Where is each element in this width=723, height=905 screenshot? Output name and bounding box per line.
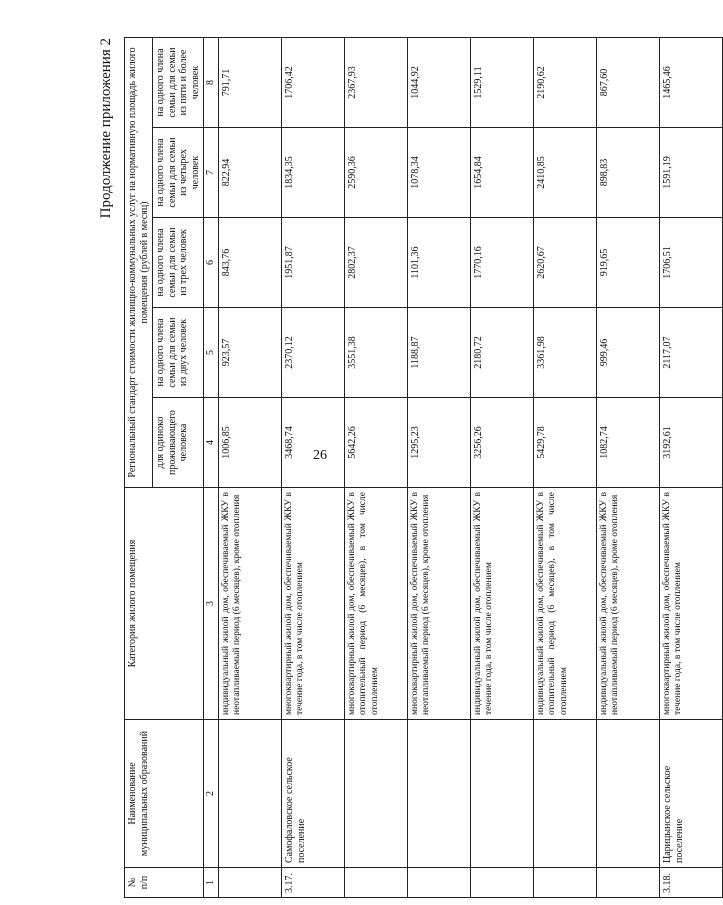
row-municipality	[408, 720, 471, 868]
rotated-page	[88, 38, 685, 898]
row-value: 2590,36	[345, 128, 408, 218]
row-value: 3192,61	[660, 398, 723, 488]
row-value: 791,71	[219, 37, 282, 127]
column-number: 2	[204, 720, 219, 868]
row-value: 1295,23	[408, 398, 471, 488]
row-num	[219, 868, 282, 898]
row-value: 2367,93	[345, 37, 408, 127]
row-value: 923,57	[219, 308, 282, 398]
header-num: № п/п	[125, 868, 204, 898]
table-row	[471, 37, 534, 897]
row-value: 3468,74	[282, 398, 345, 488]
row-municipality	[534, 720, 597, 868]
table-row	[219, 37, 282, 897]
row-value: 1006,85	[219, 398, 282, 488]
row-value: 2802,37	[345, 218, 408, 308]
header-municipality: Наименование муниципальных образований	[125, 720, 204, 868]
row-municipality: Самофаловское сельское поселение	[282, 720, 345, 868]
row-value: 1951,87	[282, 218, 345, 308]
row-value: 3361,98	[534, 308, 597, 398]
row-value: 5642,26	[345, 398, 408, 488]
column-number: 6	[204, 218, 219, 308]
table-row	[534, 37, 597, 897]
row-value: 1044,92	[408, 37, 471, 127]
row-municipality	[345, 720, 408, 868]
row-num: 3.18.	[660, 868, 723, 898]
row-category: многоквартирный жилой дом, обеспечиваемый ЖКУ в неотапливаемый период (6 месяцев), кроме отопления	[408, 488, 471, 720]
header-category: Категория жилого помещения	[125, 488, 204, 720]
row-category: индивидуальный жилой дом, обеспечиваемый ЖКУ в неотапливаемый период (6 месяцев), кроме отопления	[219, 488, 282, 720]
header-regional-standard: Региональный стандарт стоимости жилищно-коммунальных услуг на нормативную площадь жилого помещения (рублей в месяц)	[125, 37, 153, 487]
row-value: 1770,16	[471, 218, 534, 308]
row-num	[534, 868, 597, 898]
column-number-row	[204, 37, 219, 897]
standards-table	[124, 37, 723, 898]
row-category: многоквартирный жилой дом, обеспечиваемый ЖКУ в отопительный период (6 месяцев), в том числе отоплением	[345, 488, 408, 720]
row-value: 1465,46	[660, 37, 723, 127]
column-number: 4	[204, 398, 219, 488]
row-value: 2190,62	[534, 37, 597, 127]
row-value: 2620,67	[534, 218, 597, 308]
row-category: многоквартирный жилой дом, обеспечиваемый ЖКУ в течение года, в том числе отоплением	[282, 488, 345, 720]
row-value: 822,94	[219, 128, 282, 218]
row-value: 2180,72	[471, 308, 534, 398]
row-num	[597, 868, 660, 898]
row-value: 2370,12	[282, 308, 345, 398]
column-number: 5	[204, 308, 219, 398]
column-number: 7	[204, 128, 219, 218]
row-value: 1188,87	[408, 308, 471, 398]
row-value: 2117,07	[660, 308, 723, 398]
table-row	[408, 37, 471, 897]
row-value: 1706,42	[282, 37, 345, 127]
column-number: 8	[204, 37, 219, 127]
row-num	[408, 868, 471, 898]
row-municipality	[219, 720, 282, 868]
row-value: 2410,85	[534, 128, 597, 218]
table-row	[660, 37, 723, 897]
row-value: 1082,74	[597, 398, 660, 488]
row-value: 1101,36	[408, 218, 471, 308]
row-value: 867,60	[597, 37, 660, 127]
header-sub: на одного члена семьи для семьи из четырех человек	[153, 128, 204, 218]
row-value: 1654,84	[471, 128, 534, 218]
table-row	[597, 37, 660, 897]
row-value: 1529,11	[471, 37, 534, 127]
table-row	[345, 37, 408, 897]
row-value: 3256,26	[471, 398, 534, 488]
row-municipality	[471, 720, 534, 868]
row-value: 898,83	[597, 128, 660, 218]
row-value: 1591,19	[660, 128, 723, 218]
row-category: индивидуальный жилой дом, обеспечиваемый ЖКУ в течение года, в том числе отоплением	[471, 488, 534, 720]
row-num	[345, 868, 408, 898]
page-number: 26	[313, 448, 327, 463]
row-value: 1834,35	[282, 128, 345, 218]
header-sub: на одного члена семьи для семьи из двух человек	[153, 308, 204, 398]
row-municipality	[597, 720, 660, 868]
header-sub: для одиноко проживающего человека	[153, 398, 204, 488]
row-municipality: Царицынское сельское поселение	[660, 720, 723, 868]
column-number: 3	[204, 488, 219, 720]
continuation-title: Продолжение приложения 2	[98, 38, 114, 219]
column-number: 1	[204, 868, 219, 898]
row-value: 919,65	[597, 218, 660, 308]
row-num	[471, 868, 534, 898]
table-row	[282, 37, 345, 897]
row-category: многоквартирный жилой дом, обеспечиваемый ЖКУ в течение года, в том числе отоплением	[660, 488, 723, 720]
row-value: 1706,51	[660, 218, 723, 308]
row-value: 999,46	[597, 308, 660, 398]
header-sub: на одного члена семьи для семьи из трех человек	[153, 218, 204, 308]
row-value: 1078,34	[408, 128, 471, 218]
row-value: 3551,38	[345, 308, 408, 398]
row-category: индивидуальный жилой дом, обеспечиваемый ЖКУ в неотапливаемый период (6 месяцев), кроме отопления	[597, 488, 660, 720]
header-row-1	[125, 37, 153, 897]
row-value: 843,76	[219, 218, 282, 308]
row-num: 3.17.	[282, 868, 345, 898]
header-sub: на одного члена семьи для семьи из пяти и более человек	[153, 37, 204, 127]
row-value: 5429,78	[534, 398, 597, 488]
row-category: индивидуальный жилой дом, обеспечиваемый ЖКУ в отопительный период (6 месяцев), в том числе отоплением	[534, 488, 597, 720]
